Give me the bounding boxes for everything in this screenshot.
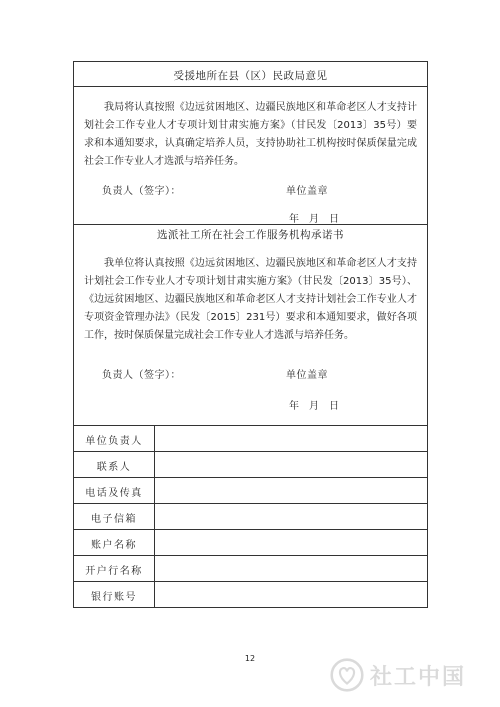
row-label-unit-head: 单位负责人 [85,436,143,447]
row-label-phone-fax: 电话及传真 [85,488,143,499]
page-number: 12 [244,654,256,663]
watermark-text: 社工中国 [370,664,467,690]
form-table [73,61,428,608]
section1-signature-label: 负责人（签字）： [102,186,181,197]
divider [74,224,427,225]
row-value-account-name[interactable] [155,529,427,555]
row-value-bank-account[interactable] [155,581,427,607]
section1-paragraph: 我局将认真按照《边远贫困地区、边疆民族地区和革命老区人才支持计划社会工作专业人才专项计划甘肃实施方案》（甘民发〔2013〕35号）要求和本通知要求，认真确定培养人员，支持协助社工机构按时保质保量完成社会工作专业人才选派与培养任务。 [84,102,417,167]
section2-date: 年 月 日 [289,401,339,412]
row-value-phone-fax[interactable] [155,477,427,503]
row-label-email: 电子信箱 [91,514,137,525]
row-value-unit-head[interactable] [155,425,427,451]
divider [74,86,427,87]
section1-title: 受援地所在县（区）民政局意见 [173,70,328,82]
section2-signature-label: 负责人（签字）： [102,370,181,381]
section2-paragraph: 我单位将认真按照《边远贫困地区、边疆民族地区和革命老区人才支持计划社会工作专业人才专项计划甘肃实施方案》（甘民发〔2013〕35号）、《边远贫困地区、边疆民族地区和革命老区人才支持计划社会工作专业人才专项资金管理办法》（民发〔2015〕231号）要求和本通知要求，做好各项工作，按时保质保量完成社会工作专业人才选派与培养任务。 [84,258,417,341]
section1-date: 年 月 日 [289,214,339,225]
row-value-contact[interactable] [155,451,427,477]
row-value-bank-name[interactable] [155,555,427,581]
row-label-bank-account: 银行账号 [91,592,137,603]
section2-title: 选派社工所在社会工作服务机构承诺书 [157,229,344,241]
row-label-bank-name: 开户行名称 [85,566,143,577]
row-label-account-name: 账户名称 [91,540,137,551]
section1-seal-label: 单位盖章 [286,186,328,197]
watermark [330,655,490,695]
row-label-contact: 联系人 [96,462,132,473]
section2-seal-label: 单位盖章 [286,370,328,381]
heart-hands-logo-icon [330,658,364,692]
row-value-email[interactable] [155,503,427,529]
